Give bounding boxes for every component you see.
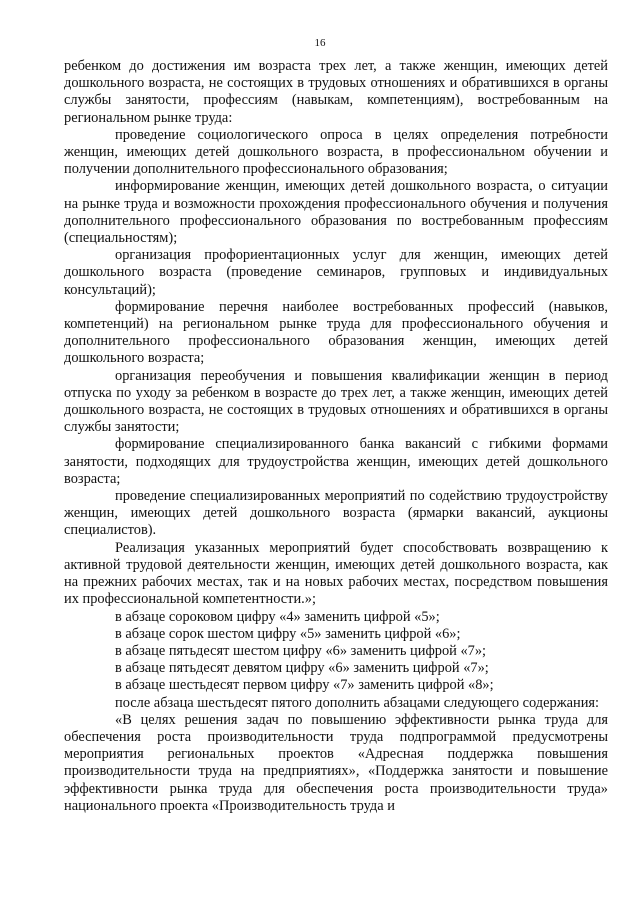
paragraph-6: организация переобучения и повышения квалификации женщин в период отпуска по уходу за ребенком в возрасте до трех лет, а также женщин, имеющих детей дошкольного возраста, не состоящих в трудовых отношениях и обратившихся в органы службы занятости; — [64, 367, 608, 436]
paragraph-1: ребенком до достижения им возраста трех лет, а также женщин, имеющих детей дошкольного возраста, не состоящих в трудовых отношениях и обратившихся в органы службы занятости, профессиям (навыкам, компетенциям), востребованным на региональном рынке труда: — [64, 58, 608, 126]
paragraph-2: проведение социологического опроса в целях определения потребности женщин, имеющих детей дошкольного возраста, в профессиональном обучении и получении дополнительного профессионального образования; — [64, 126, 608, 178]
document-body — [64, 58, 608, 815]
paragraph-11: в абзаце сорок шестом цифру «5» заменить цифрой «6»; — [115, 625, 461, 642]
paragraph-9: Реализация указанных мероприятий будет способствовать возвращению к активной трудовой деятельности женщин, имеющих детей дошкольного возраста, как на прежних рабочих местах, так и на новых рабочих местах, посредством повышения их профессиональной компетентности.»; — [64, 539, 608, 608]
paragraph-13: в абзаце пятьдесят девятом цифру «6» заменить цифрой «7»; — [115, 660, 489, 677]
paragraph-15: после абзаца шестьдесят пятого дополнить абзацами следующего содержания: — [115, 694, 600, 711]
paragraph-3: информирование женщин, имеющих детей дошкольного возраста, о ситуации на рынке труда и возможности прохождения профессионального обучения и получения дополнительного профессионального образования по востребованным профессиям (специальностям); — [64, 178, 608, 247]
paragraph-7: формирование специализированного банка вакансий с гибкими формами занятости, подходящих для трудоустройства женщин, имеющих детей дошкольного возраста; — [64, 436, 608, 487]
paragraph-12: в абзаце пятьдесят шестом цифру «6» заменить цифрой «7»; — [115, 642, 487, 659]
paragraph-16: «В целях решения задач по повышению эффективности рынка труда для обеспечения роста производительности труда подпрограммой предусмотрены мероприятия региональных проектов «Адресная поддержка повышения производительности труда на предприятиях», «Поддержка занятости и повышение эффективности рынка труда для обеспечения роста производительности труда» национального проекта «Производительность труда и — [64, 711, 608, 814]
paragraph-10: в абзаце сороковом цифру «4» заменить цифрой «5»; — [115, 608, 440, 625]
paragraph-5: формирование перечня наиболее востребованных профессий (навыков, компетенций) на региональном рынке труда для профессионального обучения и дополнительного профессионального образования женщин, имеющих детей дошкольного возраста; — [64, 298, 608, 367]
paragraph-14: в абзаце шестьдесят первом цифру «7» заменить цифрой «8»; — [115, 677, 494, 694]
paragraph-8: проведение специализированных мероприятий по содействию трудоустройству женщин, имеющих детей дошкольного возраста (ярмарки вакансий, аукционы специалистов). — [64, 488, 608, 539]
page-number: 16 — [314, 37, 326, 49]
paragraph-4: организация профориентационных услуг для женщин, имеющих детей дошкольного возраста (проведение семинаров, групповых и индивидуальных консультаций); — [64, 247, 608, 298]
